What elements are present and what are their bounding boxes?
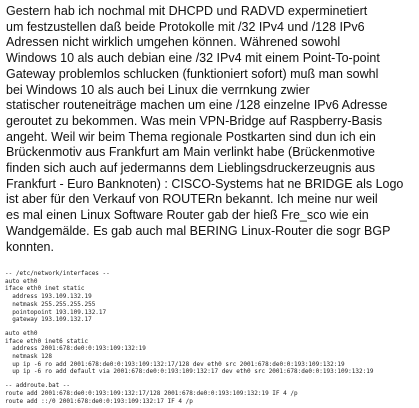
text-line: es mal einen Linux Software Router gab der hieß Fre_sco wie ein: [6, 208, 369, 223]
text-line: Wandgemälde. Es gab auch mal BERING Linux-Router die sogr BGP: [6, 223, 391, 238]
text-line: Gestern hab ich nochmal mit DHCPD und RADVD experminetiert: [6, 4, 368, 18]
code-line: route add 2001:678:de0:0:193:109:132:17/128 2001:678:de0:0:193:109:132:19 IF 4 /p: [5, 389, 298, 397]
code-line: iface eth0 inet static: [5, 285, 85, 293]
text-line: konnten.: [6, 239, 54, 254]
config-code-listing: [5, 270, 417, 405]
code-line: pointopoint 193.109.132.17: [5, 308, 107, 316]
text-line: Frankfurt - Euro Banknoten) : CISCO-Systems hat ne BRIDGE als Logo: [6, 176, 404, 191]
code-line: route add ::/0 2001:678:de0:0:193:109:132:17 IF 4 /p: [5, 397, 193, 405]
text-line: Adressen nicht wirklich umgehen können. Währened sowohl: [6, 35, 341, 50]
code-line: address 193.109.132.19: [5, 293, 92, 301]
text-line: um festzustellen daß beide Protokolle mit /32 IPv4 und /128 IPv6: [6, 19, 365, 34]
code-line: netmask 255.255.255.255: [5, 300, 96, 308]
code-line: address 2001:678:de0:0:193:109:132:19: [5, 345, 146, 353]
text-line: bei Windows 10 als auch bei Linux die verrnkung zwier: [6, 82, 310, 97]
code-line-addroute-header: -- addroute.bat --: [5, 382, 71, 390]
code-line: netmask 128: [5, 353, 52, 361]
code-line-interfaces-header: -- /etc/network/interfaces --: [5, 270, 110, 277]
code-line: up ip -6 ro add 2001:678:de0:0:193:109:132:17/128 dev eth0 src 2001:678:de0:0:193:109:132:19: [5, 360, 345, 368]
blog-post-text: [6, 4, 415, 255]
text-line: Windows 10 als auch debian eine /32 IPv4 mit einem Point-To-point: [6, 51, 380, 66]
code-line: gateway 193.109.132.17: [5, 316, 92, 324]
text-line: geroutet zu bekommen. Was mein VPN-Bridge auf Raspberry-Basis: [6, 113, 383, 128]
text-line: Brückenmotiv aus Frankfurt am Main verlinkt habe (Brückenmotive: [6, 145, 375, 160]
code-line: auto eth0: [5, 329, 38, 337]
text-line: angeht. Weil wir beim Thema regionale Postkarten sind dun ich ein: [6, 129, 376, 144]
code-line: auto eth0: [5, 277, 38, 285]
code-line: up ip -6 ro add default via 2001:678:de0:0:193:109:132:17 dev eth0 src 2001:678:de0:0:193:109:132:19: [5, 368, 374, 376]
text-line: statischer routeneiträge machen um eine /128 einzelne IPv6 Adresse: [6, 98, 388, 113]
code-line: iface eth0 inet6 static: [5, 337, 89, 345]
text-line: ist aber für den Verkauf von ROUTERn bekannt. Ich meine nur weil: [6, 192, 378, 207]
text-line: Gateway problemlos schlucken (funktioniert sofort) muß man sowhl: [6, 66, 379, 81]
code-block-spacer: [5, 324, 417, 330]
text-line: finden sich auch auf jedermanns dem Lieblingsdruckerzeugnis aus: [6, 161, 375, 176]
